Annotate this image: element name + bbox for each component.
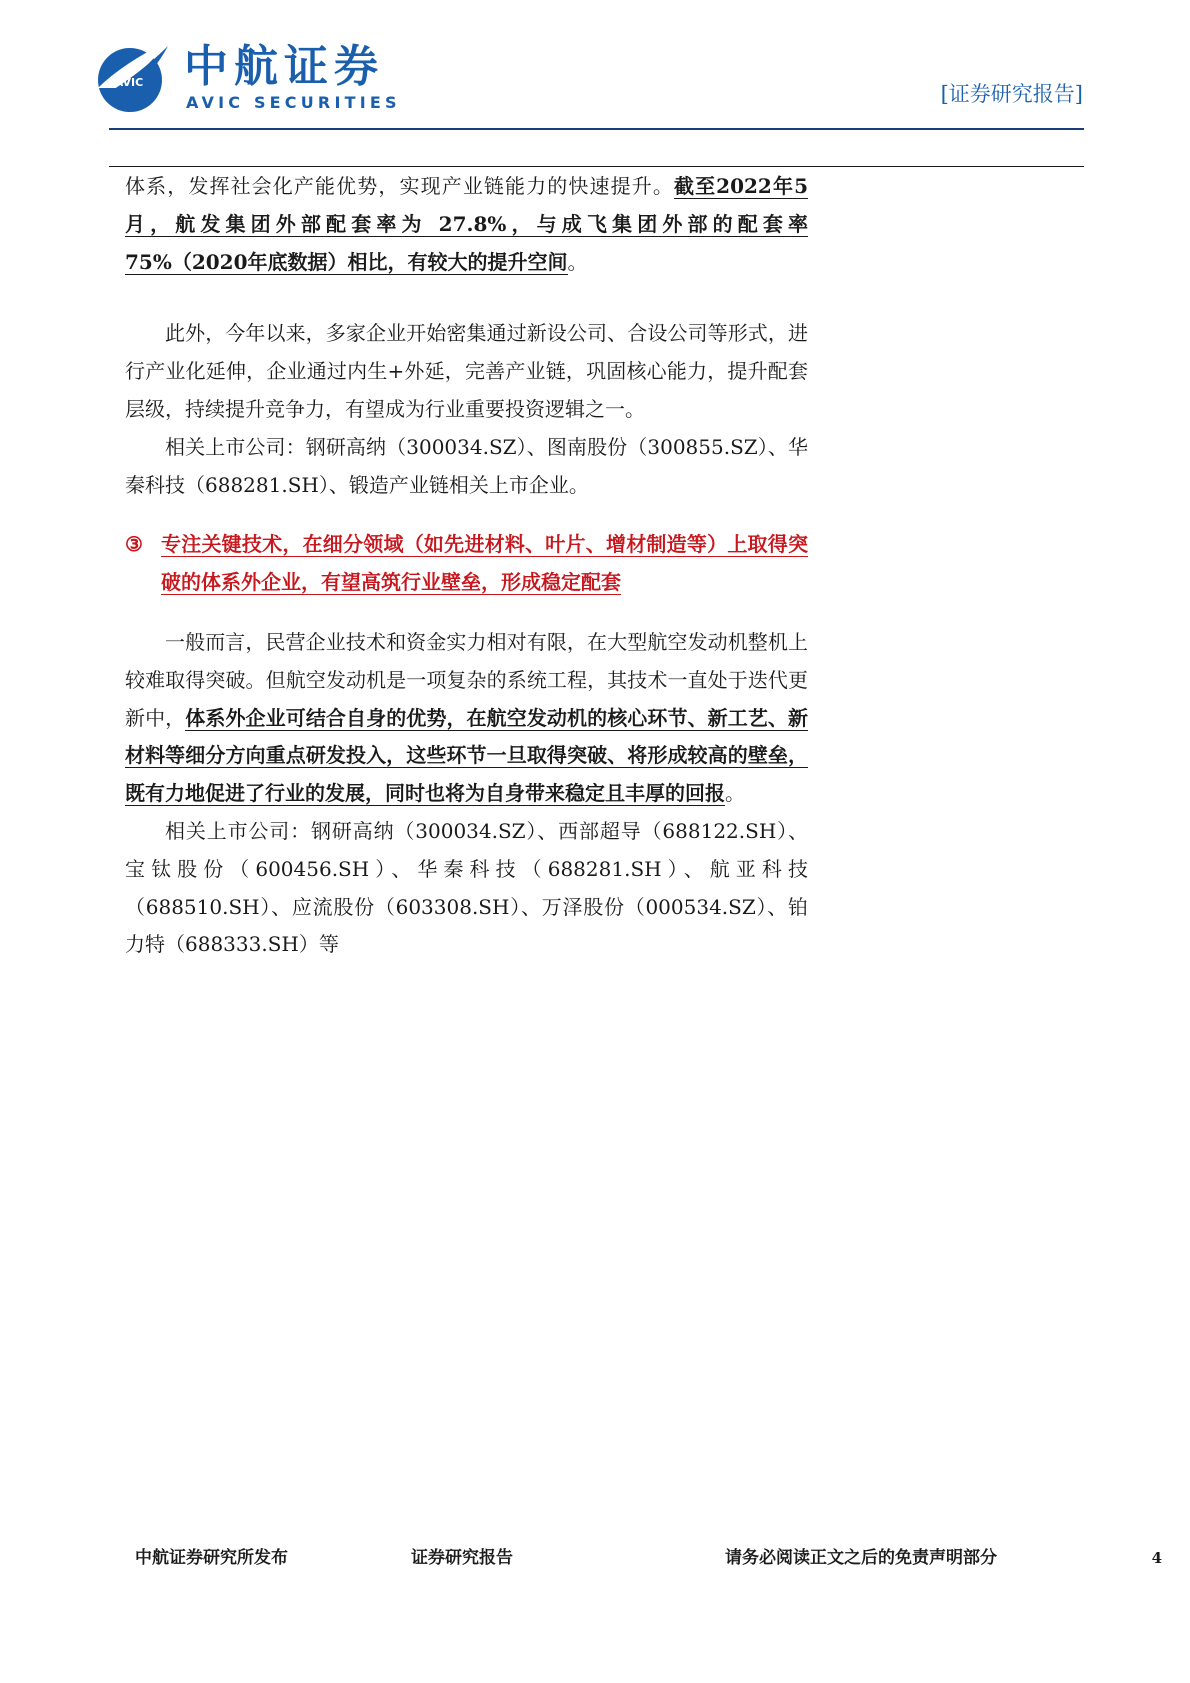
para4-end: 。 (725, 781, 745, 806)
para1-lead: 体系，发挥社会化产能优势，实现产业链能力的快速提升。 (125, 174, 674, 198)
paragraph-industrialization: 此外，今年以来，多家企业开始密集通过新设公司、合设公司等形式，进行产业化延伸，企业通过内生+外延，完善产业链，巩固核心能力，提升配套层级，持续提升竞争力，有望成为行业重要投资逻辑之一。 (125, 321, 808, 421)
logo-english-name: AVIC SECURITIES (186, 93, 401, 112)
para4-emphasis: 体系外企业可结合自身的优势，在航空发动机的核心环节、新工艺、新材料等细分方向重点研发投入，这些环节一旦取得突破、将形成较高的壁垒，既有力地促进了行业的发展，同时也将为自身带来稳定且丰厚的回报 (125, 705, 809, 806)
content-top-rule (109, 166, 1084, 167)
heading-number: ③ (125, 532, 143, 557)
para4-lead: 一般而言，民营企业技术和资金实力相对有限，在大型航空发动机整机上较难取得突破。但航空发动机是一项复杂的系统工程，其技术一直处于迭代更新中， (125, 629, 808, 730)
section-heading-3 (125, 526, 808, 602)
footer-doc-type: 证券研究报告 (411, 1548, 513, 1568)
logo-badge-text: AVIC (114, 76, 144, 89)
logo-chinese-name: 中航证券 (184, 41, 384, 92)
para1-end: 。 (567, 249, 588, 274)
paragraph-private-enterprises (125, 624, 808, 813)
header-rule (109, 128, 1084, 130)
company-logo (92, 36, 412, 116)
footer-publisher: 中航证券研究所发布 (135, 1548, 288, 1568)
page-number: 4 (1151, 1549, 1162, 1567)
report-type-tag: [证券研究报告] (940, 82, 1083, 106)
heading-text: 专注关键技术，在细分领域（如先进材料、叶片、增材制造等）上取得突破的体系外企业，有望高筑行业壁垒，形成稳定配套 (161, 532, 808, 595)
footer-disclaimer: 请务必阅读正文之后的免责声明部分 (725, 1548, 997, 1568)
report-body (125, 168, 808, 964)
avic-plane-logo-icon (92, 36, 172, 116)
para1-emphasis: 截至2022年5月，航发集团外部配套率为 27.8%，与成飞集团外部的配套率 75%（2020年底数据）相比，有较大的提升空间 (125, 174, 808, 274)
paragraph-related-companies-1: 相关上市公司：钢研高纳（300034.SZ）、图南股份（300855.SZ）、华秦科技（688281.SH）、锻造产业链相关上市企业。 (125, 434, 808, 497)
paragraph-related-companies-2: 相关上市公司：钢研高纳（300034.SZ）、西部超导（688122.SH）、宝钛股份（600456.SH）、华秦科技（688281.SH）、航亚科技（688510.SH）、应流股份（603308.SH）、万泽股份（000534.SZ）、铂力特（688333.SH）等 (125, 818, 808, 957)
paragraph-supply-chain (125, 168, 808, 281)
